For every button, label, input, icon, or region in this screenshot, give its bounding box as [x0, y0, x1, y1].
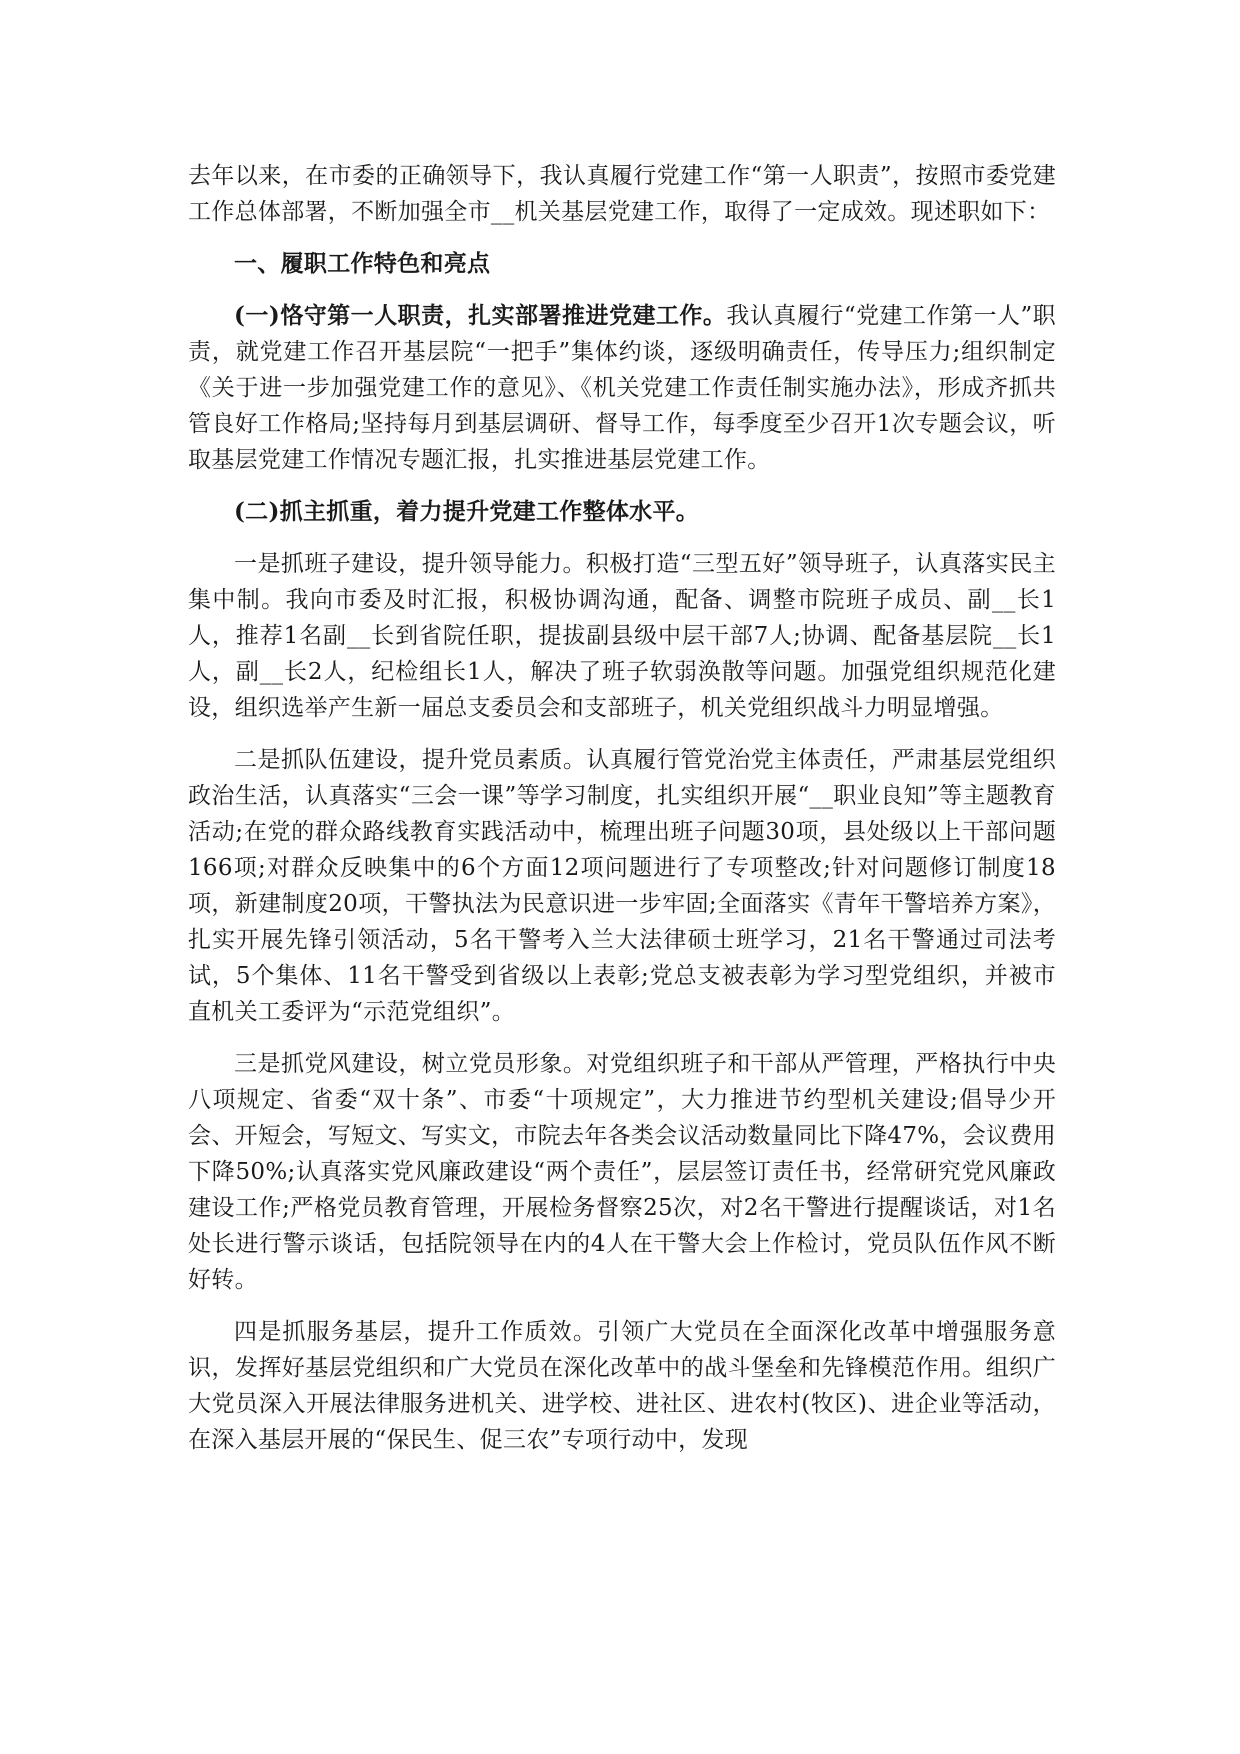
- section-heading-1: 一、履职工作特色和亮点: [234, 250, 491, 277]
- subsection-1-body: 我认真履行“党建工作第一人”职责，就党建工作召开基层院“一把手”集体约谈，逐级明确责任，传导压力;组织制定《关于进一步加强党建工作的意见》、《机关党建工作责任制实施办法》，形成齐抓共管良好工作格局;坚持每月到基层调研、督导工作，每季度至少召开1次专题会议，听取基层党建工作情况专题汇报，扎实推进基层党建工作。: [188, 303, 1056, 473]
- subsection-1-heading: (一)恪守第一人职责，扎实部署推进党建工作。: [234, 302, 727, 329]
- paragraph-party-conduct: 三是抓党风建设，树立党员形象。对党组织班子和干部从严管理，严格执行中央八项规定、省委“双十条”、市委“十项规定”，大力推进节约型机关建设;倡导少开会、开短会，写短文、写实文，市院去年各类会议活动数量同比下降47%，会议费用下降50%;认真落实党风廉政建设“两个责任”，层层签订责任书，经常研究党风廉政建设工作;严格党员教育管理，开展检务督察25次，对2名干警进行提醒谈话，对1名处长进行警示谈话，包括院领导在内的4人在干警大会上作检讨，党员队伍作风不断好转。: [188, 1051, 1056, 1293]
- paragraph-staff-building: 二是抓队伍建设，提升党员素质。认真履行管党治党主体责任，严肃基层党组织政治生活，认真落实“三会一课”等学习制度，扎实组织开展“__职业良知”等主题教育活动;在党的群众路线教育实践活动中，梳理出班子问题30项，县处级以上干部问题166项;对群众反映集中的6个方面12项问题进行了专项整改;针对问题修订制度18项，新建制度20项，干警执法为民意识进一步牢固;全面落实《青年干警培养方案》，扎实开展先锋引领活动，5名干警考入兰大法律硕士班学习，21名干警通过司法考试，5个集体、11名干警受到省级以上表彰;党总支被表彰为学习型党组织，并被市直机关工委评为“示范党组织”。: [188, 747, 1056, 1025]
- document-body: [188, 158, 1056, 1474]
- paragraph-grassroots-service: 四是抓服务基层，提升工作质效。引领广大党员在全面深化改革中增强服务意识，发挥好基层党组织和广大党员在深化改革中的战斗堡垒和先锋模范作用。组织广大党员深入开展法律服务进机关、进学校、进社区、进农村(牧区)、进企业等活动，在深入基层开展的“保民生、促三农”专项行动中，发现: [188, 1319, 1056, 1453]
- intro-paragraph: 去年以来，在市委的正确领导下，我认真履行党建工作“第一人职责”，按照市委党建工作总体部署，不断加强全市__机关基层党建工作，取得了一定成效。现述职如下：: [188, 163, 1056, 225]
- subsection-1-paragraph: [188, 298, 1056, 478]
- paragraph-team-building: 一是抓班子建设，提升领导能力。积极打造“三型五好”领导班子，认真落实民主集中制。我向市委及时汇报，积极协调沟通，配备、调整市院班子成员、副__长1人，推荐1名副__长到省院任职，提拔副县级中层干部7人;协调、配备基层院__长1人，副__长2人，纪检组长1人，解决了班子软弱涣散等问题。加强党组织规范化建设，组织选举产生新一届总支委员会和支部班子，机关党组织战斗力明显增强。: [188, 551, 1056, 721]
- subsection-2-heading: (二)抓主抓重，着力提升党建工作整体水平。: [234, 498, 700, 525]
